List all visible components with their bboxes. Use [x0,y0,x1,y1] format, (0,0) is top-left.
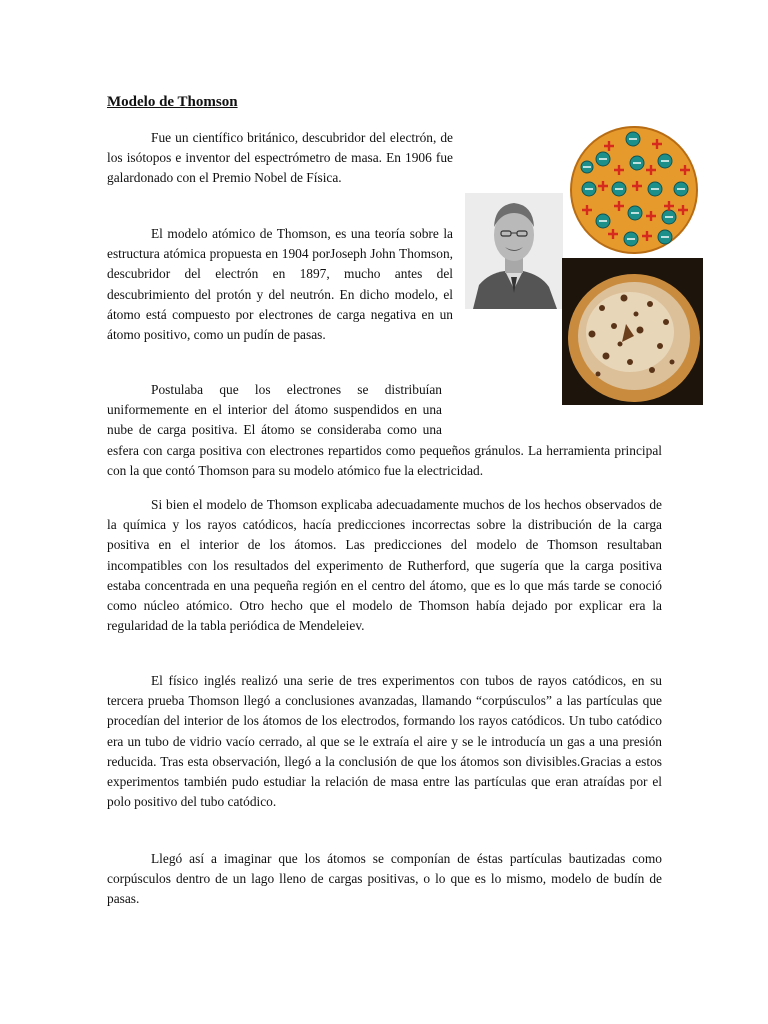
paragraph-5: El físico inglés realizó una serie de tres experimentos con tubos de rayos catódicos, en su tercera prueba Thomson llegó a conclusiones avanzadas, llamando “corpúsculos” a las partículas que procedían del interior de los átomos de los electrodos, formando los rayos catódicos. Un tubo catódico era un tubo de vidrio vacío cerrado, al que se le extraía el aire y se le introducía un gas a una presión reducida. Tras esta observación, llegó a la conclusión de que los átomos son divisibles.Gracias a estos experimentos también pudo estudiar la relación de masa entre las partículas que eran atraídas por el polo positivo del tubo catódico. [107,673,662,810]
thomson-portrait-image [465,193,563,309]
page-title: Modelo de Thomson [107,94,238,110]
paragraph-3-text: Postulaba que los electrones se distribuían uniformemente en el interior del átomo suspendidos en una nube de carga positiva. El átomo se consideraba como una esfera con carga positiva con electrones repartidos como pequeños gránulos. La herramienta principal con la que contó Thomson para su modelo atómico fue la electricidad. [107,382,662,478]
thomson-atom-diagram [569,125,699,255]
paragraph-1: Fue un científico británico, descubridor del electrón, de los isótopos e inventor del espectrómetro de masa. En 1906 fue galardonado con el Premio Nobel de Física. [107,130,453,186]
paragraph-2: El modelo atómico de Thomson, es una teoría sobre la estructura atómica propuesta en 1904 porJoseph John Thomson, descubridor del electrón en 1897, mucho antes del descubrimiento del protón y del neutrón. En dicho modelo, el átomo está compuesto por electrones de carga negativa en un átomo positivo, como un pudín de pasas. [107,226,453,343]
plum-pudding-image [562,258,703,405]
paragraph-6: Llegó así a imaginar que los átomos se componían de éstas partículas bautizadas como corpúsculos dentro de un lago lleno de cargas positivas, o lo que es lo mismo, modelo de budín de pasas. [107,851,662,907]
paragraph-4: Si bien el modelo de Thomson explicaba adecuadamente muchos de los hechos observados de la química y los rayos catódicos, hacía predicciones incorrectas sobre la distribución de la carga positiva en el interior de los átomos. Las predicciones del modelo de Thomson resultaban incompatibles con los resultados del experimento de Rutherford, que sugería que la carga positiva estaba concentrada en una pequeña región en el centro del átomo, que es lo que más tarde se conoció como núcleo atómico. Otro hecho que el modelo de Thomson había dejado por explicar era la regularidad de la tabla periódica de Mendeleiev. [107,497,662,634]
